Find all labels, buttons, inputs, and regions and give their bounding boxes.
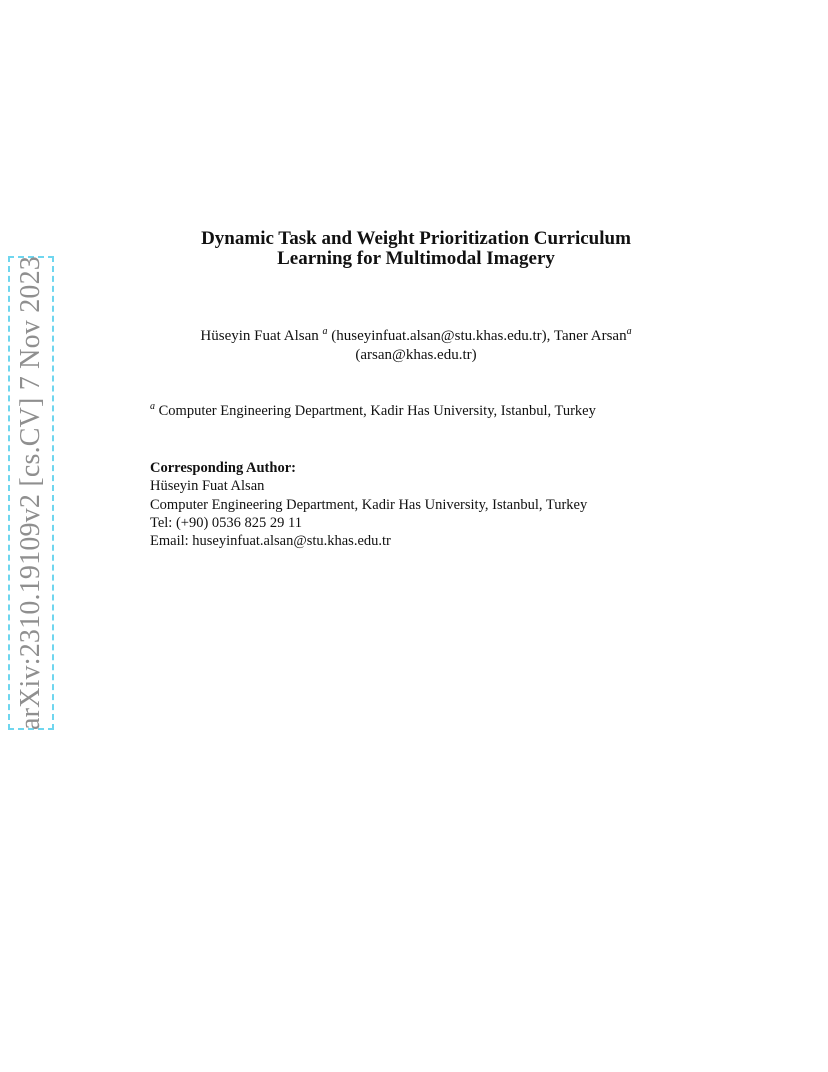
corresponding-author-heading: Corresponding Author: <box>150 460 296 476</box>
paper-title <box>140 229 692 269</box>
affiliation-text: Computer Engineering Department, Kadir Has University, Istanbul, Turkey <box>158 403 596 419</box>
corresponding-author-tel: Tel: (+90) 0536 825 29 11 <box>150 514 303 531</box>
author-2-affiliation-marker: a <box>626 326 632 337</box>
title-line-2: Learning for Multimodal Imagery <box>277 248 555 269</box>
author-list <box>140 327 692 365</box>
corresponding-author-email: Email: huseyinfuat.alsan@stu.khas.edu.tr <box>150 533 391 550</box>
title-line-1: Dynamic Task and Weight Prioritization Curriculum <box>201 228 631 249</box>
arxiv-stamp <box>8 256 54 730</box>
corresponding-author-block <box>150 459 587 550</box>
author-1-email: (huseyinfuat.alsan@stu.khas.edu.tr), Taner Arsan <box>331 328 627 344</box>
corresponding-author-name: Hüseyin Fuat Alsan <box>150 478 265 495</box>
arxiv-identifier: arXiv:2310.19109v2 [cs.CV] 7 Nov 2023 <box>15 255 46 731</box>
affiliation-marker: a <box>150 401 155 413</box>
author-2-email: (arsan@khas.edu.tr) <box>355 347 477 363</box>
author-1-affiliation-marker: a <box>322 326 328 337</box>
author-1-name: Hüseyin Fuat Alsan <box>200 328 319 344</box>
author-line-1 <box>140 327 692 346</box>
corresponding-author-department: Computer Engineering Department, Kadir Has University, Istanbul, Turkey <box>150 496 588 513</box>
affiliation <box>150 402 596 420</box>
